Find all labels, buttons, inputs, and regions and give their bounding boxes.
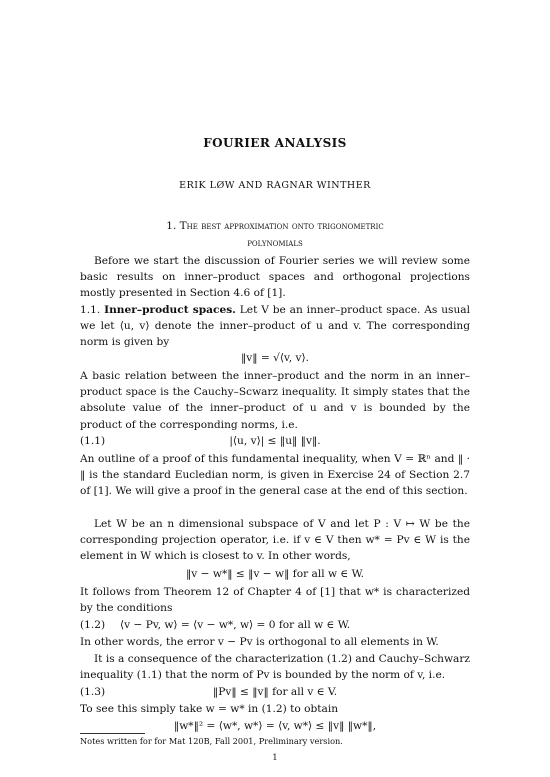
equation-number: (1.3) xyxy=(80,686,106,698)
subsection-title: Inner–product spaces. xyxy=(104,304,236,316)
outline-paragraph: An outline of a proof of this fundamental inequality, when V = ℝⁿ and ‖ · ‖ is the standard Eucledian norm, is given in Exercise 24 of Section 2.7 of [1]. We will give a proof in the general case at the end of this section. xyxy=(80,453,470,498)
projection-paragraph: Let W be an n dimensional subspace of V and let P : V ↦ W be the corresponding projection operator, i.e. if v ∈ V then w* = Pv ∈ W is the element in W which is closest to v. In other words, xyxy=(80,518,470,563)
paper-title: FOURIER ANALYSIS xyxy=(203,136,347,150)
equation-number: (1.2) xyxy=(80,619,106,631)
authors: ERIK LØW AND RAGNAR WINTHER xyxy=(179,180,371,191)
error-paragraph: In other words, the error v − Pv is orthogonal to all elements in W. xyxy=(80,636,439,648)
section-heading-line2: polynomials xyxy=(247,237,303,249)
page-number: 1 xyxy=(272,753,278,763)
footnote: Notes written for for Mat 120B, Fall 2001, Preliminary version. xyxy=(80,736,343,746)
cauchy-paragraph: A basic relation between the inner–product and the norm in an inner–product space is the Cauchy–Scwarz inequality. It simply states that the absolute value of the inner–product of u and v is bounded by the product of the corresponding norms, i.e. xyxy=(80,370,470,431)
consequence-paragraph: It is a consequence of the characterization (1.2) and Cauchy–Schwarz inequality (1.1) that the norm of Pv is bounded by the norm of v, i.e. xyxy=(80,653,470,682)
see-paragraph: To see this simply take w = w* in (1.2) to obtain xyxy=(80,703,339,715)
subsection-number: 1.1. xyxy=(80,304,101,316)
section-heading-line1: 1. The best approximation onto trigonometric xyxy=(166,220,384,232)
intro-paragraph: Before we start the discussion of Fourier series we will review some basic results on inner–product spaces and orthogonal projections mostly presented in Section 4.6 of [1]. xyxy=(80,255,470,300)
follows-paragraph: It follows from Theorem 12 of Chapter 4 of [1] that w* is characterized by the conditions xyxy=(80,586,470,615)
footnote-rule xyxy=(80,733,145,734)
equation-number: (1.1) xyxy=(80,435,106,447)
subsection-text: Let V be an inner–product space. As usual we let ⟨u, v⟩ denote the inner–product of u and v. The corresponding norm is given by xyxy=(80,304,470,349)
subsection-paragraph xyxy=(80,302,470,351)
section-heading xyxy=(80,218,470,252)
